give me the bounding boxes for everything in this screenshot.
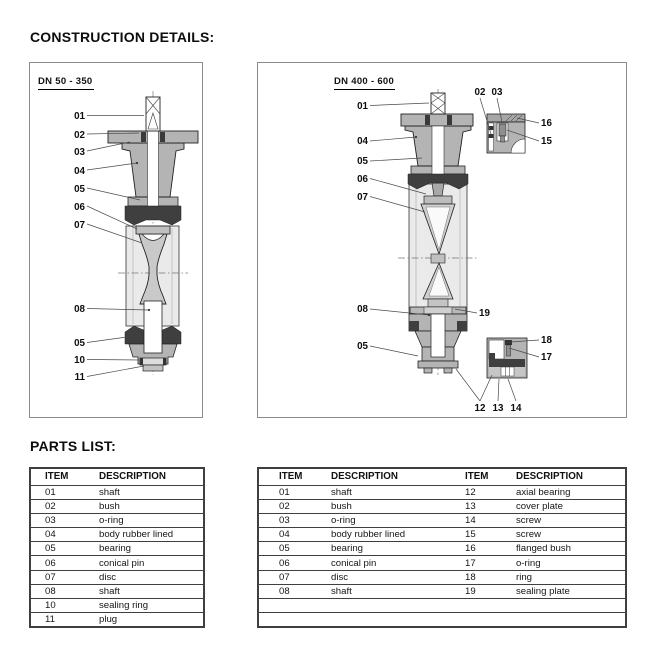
table-cell: 19 <box>463 584 516 598</box>
table-cell: 01 <box>258 485 331 499</box>
table-cell: 10 <box>30 599 99 613</box>
table-cell: 04 <box>30 528 99 542</box>
table-cell: sealing plate <box>516 584 626 598</box>
table-row <box>258 613 626 627</box>
table-cell: shaft <box>331 485 463 499</box>
part-label-16: 16 <box>541 118 552 129</box>
table-cell: 01 <box>30 485 99 499</box>
table-row <box>30 513 204 527</box>
table-cell: 16 <box>463 542 516 556</box>
valve-cross-section-dn50-350 <box>30 63 202 417</box>
table-cell: 02 <box>30 499 99 513</box>
table-cell: screw <box>516 528 626 542</box>
table-cell: 05 <box>30 542 99 556</box>
table-row <box>30 599 204 613</box>
part-label-04: 04 <box>357 136 368 147</box>
table-row <box>30 485 204 499</box>
table-cell <box>331 613 463 627</box>
table-cell: bush <box>331 499 463 513</box>
part-label-18: 18 <box>541 335 552 346</box>
table-row <box>30 499 204 513</box>
table-cell <box>463 599 516 613</box>
part-label-03: 03 <box>491 87 503 98</box>
table-cell: 05 <box>258 542 331 556</box>
part-label-02: 02 <box>474 87 486 98</box>
part-label-05b: 05 <box>74 338 85 349</box>
diagram-caption-dn50-350: DN 50 - 350 <box>38 76 94 90</box>
column-header: ITEM <box>45 471 69 483</box>
diagram-caption-dn400-600: DN 400 - 600 <box>334 76 395 90</box>
leader-dot <box>148 309 150 311</box>
leader-dot <box>136 162 138 164</box>
construction-details-heading: CONSTRUCTION DETAILS: <box>30 29 215 45</box>
part-label-08: 08 <box>74 304 85 315</box>
leader-dot <box>428 314 430 316</box>
table-cell: flanged bush <box>516 542 626 556</box>
table-row <box>30 528 204 542</box>
table-cell <box>258 599 331 613</box>
column-header: DESCRIPTION <box>99 471 166 483</box>
bottom-detail-inset <box>487 338 527 378</box>
table-cell: 18 <box>463 570 516 584</box>
o-ring-left <box>141 132 146 142</box>
top-shaft <box>146 97 160 131</box>
part-label-19: 19 <box>479 308 490 319</box>
lower-shaft <box>431 314 445 357</box>
part-label-01: 01 <box>74 111 85 122</box>
table-cell <box>516 613 626 627</box>
table-cell <box>516 599 626 613</box>
shaft-bore <box>148 131 159 206</box>
conical-pin-cap <box>136 226 170 234</box>
part-label-01: 01 <box>357 101 368 112</box>
table-cell: 03 <box>30 513 99 527</box>
table-cell: plug <box>99 613 204 627</box>
table-row <box>258 513 626 527</box>
table-cell: o-ring <box>331 513 463 527</box>
table-row <box>258 599 626 613</box>
table-cell: 07 <box>258 570 331 584</box>
plug <box>143 365 163 371</box>
header-row <box>30 468 204 485</box>
table-cell: screw <box>516 513 626 527</box>
o-ring-right <box>447 115 452 125</box>
parts-list-heading: PARTS LIST: <box>30 438 116 454</box>
table-cell: shaft <box>99 584 204 598</box>
table-cell <box>463 613 516 627</box>
table-cell: shaft <box>99 485 204 499</box>
table-cell: body rubber lined <box>99 528 204 542</box>
part-label-14: 14 <box>510 403 522 414</box>
diagram-box-dn50-350 <box>29 62 203 418</box>
table-row <box>30 570 204 584</box>
table-row <box>30 584 204 598</box>
table-cell: bearing <box>331 542 463 556</box>
column-header: DESCRIPTION <box>331 471 398 483</box>
table-cell: sealing ring <box>99 599 204 613</box>
top-shaft <box>431 93 445 114</box>
o-ring-right <box>160 132 165 142</box>
table-cell: o-ring <box>516 556 626 570</box>
part-label-11: 11 <box>74 372 85 383</box>
lower-shaft <box>144 301 162 353</box>
table-cell: 15 <box>463 528 516 542</box>
table-cell: conical pin <box>331 556 463 570</box>
part-label-06: 06 <box>357 174 368 185</box>
table-cell: 06 <box>30 556 99 570</box>
table-cell: body rubber lined <box>331 528 463 542</box>
table-row <box>258 542 626 556</box>
part-label-05: 05 <box>357 156 368 167</box>
table-row <box>258 499 626 513</box>
table-cell: 03 <box>258 513 331 527</box>
table-cell: bush <box>99 499 204 513</box>
table-row <box>30 556 204 570</box>
table-row <box>258 584 626 598</box>
table-row <box>258 556 626 570</box>
part-label-15: 15 <box>541 136 552 147</box>
part-label-05b: 05 <box>357 341 368 352</box>
table-cell: ring <box>516 570 626 584</box>
sealing-plate <box>410 307 466 314</box>
bottom-plate <box>418 361 458 373</box>
diagram-box-dn400-600 <box>257 62 627 418</box>
o-ring-left <box>425 115 430 125</box>
part-label-07: 07 <box>74 220 85 231</box>
table-cell: 11 <box>30 613 99 627</box>
part-label-17: 17 <box>541 352 552 363</box>
table-cell: disc <box>99 570 204 584</box>
part-label-07: 07 <box>357 192 368 203</box>
column-header: DESCRIPTION <box>516 471 583 483</box>
table-cell <box>331 599 463 613</box>
table-cell: 06 <box>258 556 331 570</box>
column-header: ITEM <box>465 471 489 483</box>
part-label-12: 12 <box>474 403 486 414</box>
part-label-08: 08 <box>357 304 368 315</box>
table-row <box>258 570 626 584</box>
table-cell: 13 <box>463 499 516 513</box>
table-cell: 04 <box>258 528 331 542</box>
table-cell: disc <box>331 570 463 584</box>
table-cell: o-ring <box>99 513 204 527</box>
table-row <box>258 485 626 499</box>
table-cell: 02 <box>258 499 331 513</box>
part-label-04: 04 <box>74 166 85 177</box>
table-cell: 08 <box>30 584 99 598</box>
part-label-13: 13 <box>492 403 504 414</box>
top-flange <box>401 114 473 126</box>
table-cell <box>258 613 331 627</box>
leader-dot <box>415 136 417 138</box>
part-label-06: 06 <box>74 202 85 213</box>
parts-table-right <box>257 467 627 628</box>
table-cell: 08 <box>258 584 331 598</box>
part-label-02: 02 <box>74 130 85 141</box>
table-cell: bearing <box>99 542 204 556</box>
table-cell: 17 <box>463 556 516 570</box>
table-cell: conical pin <box>99 556 204 570</box>
column-header: ITEM <box>279 471 303 483</box>
table-cell: axial bearing <box>516 485 626 499</box>
table-cell: 07 <box>30 570 99 584</box>
part-label-03: 03 <box>74 147 85 158</box>
table-row <box>30 542 204 556</box>
parts-table-left <box>29 467 205 628</box>
header-row <box>258 468 626 485</box>
shaft-bore <box>432 126 444 174</box>
table-cell: 14 <box>463 513 516 527</box>
table-cell: 12 <box>463 485 516 499</box>
table-row <box>258 528 626 542</box>
part-label-10: 10 <box>74 355 85 366</box>
sealing-ring <box>140 358 166 365</box>
table-cell: shaft <box>331 584 463 598</box>
top-detail-inset <box>487 114 525 153</box>
part-label-05: 05 <box>74 184 85 195</box>
table-row <box>30 613 204 627</box>
table-cell: cover plate <box>516 499 626 513</box>
valve-cross-section-dn400-600 <box>258 63 626 417</box>
